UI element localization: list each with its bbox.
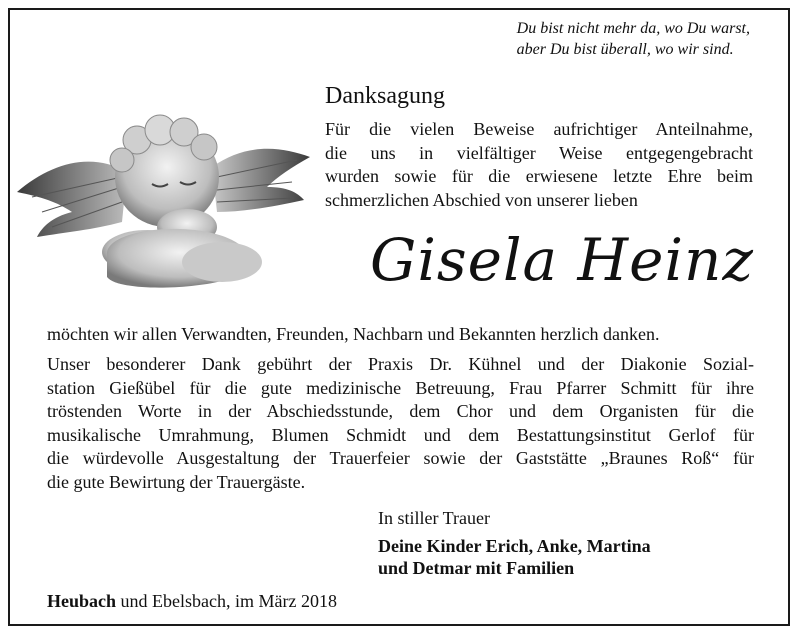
- body-line: musikalische Umrahmung, Blumen Schmidt und dem Bestattungsinstitut Gerlof für: [47, 424, 754, 445]
- family-line-2: und Detmar mit Familien: [378, 558, 575, 578]
- motto-line-2: aber Du bist überall, wo wir sind.: [516, 41, 734, 58]
- body-line: tröstenden Worte in der Abschiedsstunde, dem Chor und dem Organisten für die: [47, 401, 754, 421]
- intro-line: Für die vielen Beweise aufrichtiger Anteilnahme,: [325, 119, 753, 139]
- motto: [517, 18, 750, 60]
- motto-line-1: Du bist nicht mehr da, wo Du warst,: [516, 20, 750, 37]
- body-line: die gute Bewirtung der Trauergäste.: [47, 471, 306, 492]
- place-date: [47, 591, 337, 612]
- place-rest: und Ebelsbach, im März 2018: [116, 591, 337, 611]
- deceased-name: Gisela Heinz: [370, 226, 754, 294]
- body-line: Unser besonderer Dank gebührt der Praxis Dr. Kühnel und der Diakonie Sozial-: [47, 354, 754, 374]
- intro-line: die uns in vielfältiger Weise entgegengebracht: [325, 142, 753, 163]
- place-bold: Heubach: [47, 591, 117, 611]
- family-line-1: Deine Kinder Erich, Anke, Martina: [378, 536, 651, 556]
- body-line: station Gießübel für die gute medizinische Betreuung, Frau Pfarrer Schmitt für ihre: [47, 377, 754, 398]
- body-line: die würdevolle Ausgestaltung der Trauerfeier sowie der Gaststätte „Braunes Roß“ für: [47, 448, 754, 468]
- body-paragraph: [47, 353, 754, 494]
- intro-line: schmerzlichen Abschied von unserer lieben: [325, 189, 638, 210]
- mourning-label: In stiller Trauer: [378, 508, 490, 528]
- intro-paragraph: [325, 118, 753, 212]
- thanks-line: möchten wir allen Verwandten, Freunden, Nachbarn und Bekannten herzlich danken.: [47, 324, 660, 344]
- intro-line: wurden sowie für die erwiesene letzte Ehre beim: [325, 166, 753, 186]
- cherub-angel-icon: [12, 102, 312, 302]
- heading-danksagung: Danksagung: [325, 83, 445, 109]
- family-signature: [378, 535, 651, 579]
